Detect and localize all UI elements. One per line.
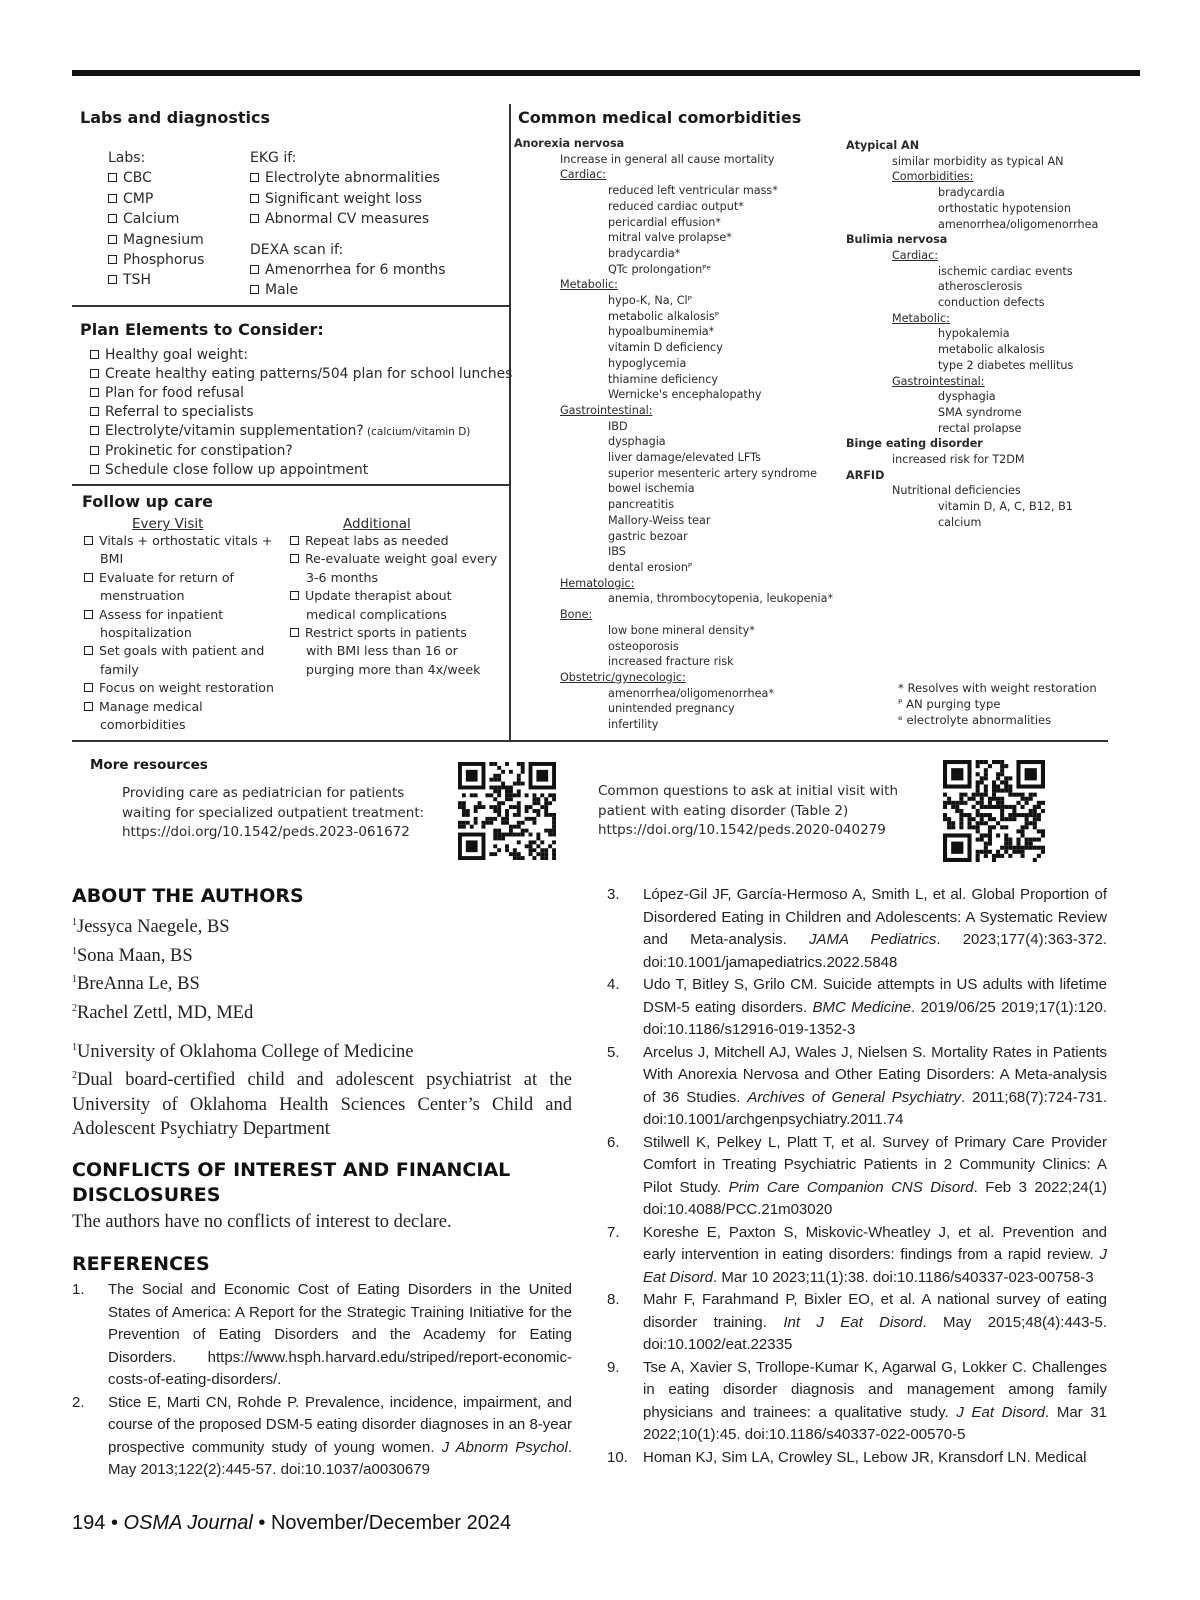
category-label: Metabolic:	[892, 311, 950, 325]
every-visit-item-cont	[84, 716, 274, 734]
atypical-an-title: Atypical AN	[846, 139, 920, 152]
additional-list	[290, 532, 497, 679]
journal-name: OSMA Journal	[123, 1512, 253, 1534]
ekg-item-label: Significant weight loss	[265, 190, 423, 207]
additional-item-cont	[290, 606, 497, 624]
lab-item-label: Magnesium	[123, 231, 204, 248]
reference-number: 1.	[72, 1281, 85, 1299]
reference-text: Stice E, Marti CN, Rohde P. Prevalence, incidence, impairment, and course of the proposed DSM-5 eating disorder diagnoses in an 8-year prospective community study of young women.	[108, 1393, 572, 1456]
every-visit-list	[84, 532, 274, 734]
category-label: Bone:	[560, 608, 593, 622]
checkbox-icon[interactable]	[250, 173, 259, 182]
category-label: Cardiac:	[892, 248, 939, 262]
comorbidity-item: conduction defects	[938, 296, 1045, 310]
reference-number: 6.	[607, 1133, 620, 1151]
plan-item-label: Prokinetic for constipation?	[105, 443, 293, 459]
reference-tail: . Mar 31 2022;10(1):45. doi:10.1186/s40337-022-00570-5	[643, 1403, 1107, 1443]
comorbidity-item: hypoalbuminemia*	[608, 325, 715, 339]
plan-item-label: Schedule close follow up appointment	[105, 462, 369, 478]
checkbox-icon[interactable]	[84, 573, 93, 582]
every-visit-item-text: Focus on weight restoration	[99, 680, 274, 696]
dexa-item-label: Amenorrhea for 6 months	[265, 262, 446, 279]
checkbox-icon[interactable]	[290, 591, 299, 600]
additional-item-text: medical complications	[306, 606, 447, 622]
additional-item	[290, 624, 497, 642]
resources-title: More resources	[90, 757, 208, 773]
ekg-list	[250, 148, 446, 301]
resource-right-text	[598, 782, 898, 841]
every-visit-item-text: Assess for inpatient	[99, 606, 224, 622]
additional-item-text: Repeat labs as needed	[305, 533, 449, 548]
comorbidity-item: atherosclerosis	[938, 280, 1023, 294]
every-visit-item-cont	[84, 661, 274, 679]
additional-item-text: Update therapist about	[305, 588, 452, 604]
author	[72, 911, 572, 940]
plan-item	[90, 442, 512, 461]
reference-item	[607, 1222, 1107, 1290]
additional-item-text: with BMI less than 16 or	[306, 643, 458, 659]
reference-tail: . 2019/06/25 2019;17(1):120. doi:10.1186/s12916-019-1352-3	[643, 998, 1108, 1038]
footer-separator: •	[110, 1512, 118, 1534]
every-visit-item-text: Set goals with patient and	[99, 643, 265, 659]
article-left-column	[72, 884, 572, 1482]
qr-code-icon[interactable]	[458, 762, 556, 860]
comorbidity-item: calcium	[938, 515, 982, 529]
checkbox-icon[interactable]	[84, 536, 93, 545]
author	[72, 940, 572, 969]
figure-divider-bottom	[72, 740, 1108, 742]
reference-journal: Archives of General Psychiatry	[747, 1088, 961, 1106]
every-visit-item	[84, 606, 274, 624]
comorbidity-item: dysphagia	[938, 390, 996, 404]
comorbidity-item: reduced left ventricular mass*	[608, 184, 778, 198]
plan-item	[90, 422, 512, 442]
reference-number: 8.	[607, 1291, 620, 1308]
checkbox-icon[interactable]	[84, 702, 93, 711]
ekg-item-label: Abnormal CV measures	[265, 211, 430, 228]
every-visit-item-cont	[84, 624, 274, 642]
ekg-item	[250, 168, 446, 188]
author-name: Rachel Zettl, MD, MEd	[77, 1003, 254, 1024]
every-visit-item-text: family	[100, 661, 139, 677]
reference-tail: . May 2013;122(2):445-57. doi:10.1037/a0030679	[108, 1438, 572, 1479]
reference-text: Mahr F, Farahmand P, Bixler EO, et al. A national survey of eating disorder training.	[643, 1291, 1107, 1331]
reference-text: Homan KJ, Sim LA, Crowley SL, Lebow JR, Kransdorf LN. Medical	[643, 1448, 1087, 1466]
reference-item	[607, 884, 1107, 974]
lab-item	[108, 168, 204, 188]
lab-item	[108, 270, 204, 290]
comorbidity-item: increased fracture risk	[608, 655, 734, 669]
every-visit-item-text: menstruation	[100, 588, 185, 604]
references-heading: REFERENCES	[72, 1253, 210, 1276]
reference-item	[607, 1447, 1107, 1470]
category-label: Obstetric/gynecologic:	[560, 670, 686, 684]
checkbox-icon[interactable]	[84, 683, 93, 692]
page-footer	[72, 1512, 511, 1535]
reference-tail: . 2023;177(4):363-372. doi:10.1001/jamapediatrics.2022.5848	[643, 931, 1107, 971]
checkbox-icon[interactable]	[90, 465, 99, 474]
category-label: Comorbidities:	[892, 170, 974, 184]
plan-item-label: Create healthy eating patterns/504 plan for school lunches	[105, 366, 513, 382]
every-visit-item-text: Vitals + orthostatic vitals +	[99, 533, 273, 548]
comorbidity-item: dental erosionᴾ	[608, 560, 693, 574]
reference-journal: Int J Eat Disord	[783, 1313, 923, 1331]
reference-text: Koreshe E, Paxton S, Miskovic-Wheatley J, et al. Prevention and early intervention in eating disorders: findings from a rapid review.	[643, 1223, 1107, 1263]
lab-item	[108, 189, 204, 209]
resource-line: Providing care as pediatrician for patients	[122, 785, 405, 801]
comorbidity-item: hypo-K, Na, Clᴾ	[608, 294, 692, 308]
labs-title: Labs and diagnostics	[80, 108, 270, 127]
additional-item-text: Re-evaluate weight goal every	[305, 551, 498, 567]
comorbidity-item: SMA syndrome	[938, 405, 1022, 419]
legend-item: ᴾ AN purging type	[898, 697, 1001, 711]
ekg-item	[250, 189, 446, 209]
affiliations	[72, 1036, 572, 1142]
every-visit-label: Every Visit	[132, 516, 204, 532]
checkbox-icon[interactable]	[90, 388, 99, 397]
checkbox-icon[interactable]	[108, 173, 117, 182]
labs-list	[108, 148, 204, 291]
arfid-title: ARFID	[846, 468, 885, 482]
comorbidity-item: amenorrhea/oligomenorrhea*	[608, 686, 774, 700]
comorbidity-item: vitamin D, A, C, B12, B1	[938, 500, 1073, 514]
author-sup: 1	[72, 974, 77, 986]
comorbidity-item: pericardial effusion*	[608, 215, 721, 229]
reference-number: 9.	[607, 1358, 620, 1376]
reference-number: 3.	[607, 886, 620, 903]
reference-journal: JAMA Pediatrics	[808, 931, 937, 948]
reference-text: López-Gil JF, García-Hermoso A, Smith L, et al. Global Proportion of Disordered Eating in Children and Adolescents: A Systematic Review and Meta-analysis.	[643, 886, 1107, 948]
additional-item	[290, 587, 497, 605]
author	[72, 997, 572, 1026]
lab-item-label: TSH	[123, 272, 151, 289]
reference-tail: . 2011;68(7):724-731. doi:10.1001/archgenpsychiatry.2011.74	[643, 1088, 1107, 1128]
anorexia-column	[514, 136, 833, 733]
ekg-item	[250, 209, 446, 229]
footer-separator: •	[258, 1512, 266, 1534]
figure-divider-labs	[72, 305, 509, 307]
figure-divider-plan	[72, 484, 509, 486]
comorbidity-item: IBD	[608, 419, 628, 433]
comorbidity-item: orthostatic hypotension	[938, 201, 1071, 215]
every-visit-item	[84, 679, 274, 697]
reference-journal: J Eat Disord	[956, 1403, 1045, 1421]
resource-left-text	[122, 784, 424, 843]
comorbidity-item: hypoglycemia	[608, 356, 687, 370]
comorbidity-item: unintended pregnancy	[608, 702, 735, 716]
comorbidity-item: low bone mineral density*	[608, 623, 755, 637]
reference-journal: BMC Medicine	[812, 998, 912, 1016]
reference-item	[72, 1279, 572, 1392]
supplement-note: (calcium/vitamin D)	[363, 426, 471, 438]
comorbidity-item: metabolic alkalosisᴾ	[608, 309, 719, 323]
every-visit-item	[84, 569, 274, 587]
plan-item-label: Healthy goal weight:	[105, 347, 248, 363]
comorbidity-item: liver damage/elevated LFTs	[608, 451, 761, 465]
coi-text: The authors have no conflicts of interest to declare.	[72, 1211, 452, 1232]
checkbox-icon[interactable]	[250, 214, 259, 223]
comorbidity-item: mitral valve prolapse*	[608, 231, 732, 245]
reference-text: The Social and Economic Cost of Eating Disorders in the United States of America: A Report for the Strategic Training Initiative for the Prevention of Eating Disorders and the Academy for Eating Disorders. https://www.hsph.harvard.edu/striped/report-economic-costs-of-eating-disorders/.	[108, 1281, 572, 1389]
reference-item	[607, 1289, 1107, 1357]
bed-title: Binge eating disorder	[846, 437, 983, 451]
reference-item	[72, 1392, 572, 1482]
comorbidity-item: gastric bezoar	[608, 529, 688, 543]
legend	[898, 680, 1097, 728]
category-label: Hematologic:	[560, 576, 635, 590]
labs-label: Labs:	[108, 150, 146, 166]
reference-journal: J Abnorm Psychol	[441, 1438, 568, 1456]
additional-item-cont	[290, 642, 497, 660]
resource-line: patient with eating disorder (Table 2)	[598, 802, 849, 819]
other-disorders-column	[846, 138, 1098, 531]
plan-list	[90, 346, 512, 480]
author-name: Jessyca Naegele, BS	[77, 917, 230, 938]
resource-line: Common questions to ask at initial visit with	[598, 783, 899, 799]
reference-text: Stilwell K, Pelkey L, Platt T, et al. Survey of Primary Care Provider Comfort in Treating Psychiatric Patients in 2 Community Clinics: A Pilot Study.	[643, 1133, 1107, 1196]
bed-line: increased risk for T2DM	[892, 453, 1025, 467]
plan-item-label: Plan for food refusal	[105, 385, 244, 401]
plan-item-label: Referral to specialists	[105, 404, 254, 420]
comorbidity-item: type 2 diabetes mellitus	[938, 358, 1074, 372]
checkbox-icon[interactable]	[108, 194, 117, 203]
checkbox-icon[interactable]	[250, 194, 259, 203]
comorbidity-item: Wernicke's encephalopathy	[608, 388, 762, 402]
every-visit-item-text: Evaluate for return of	[99, 569, 234, 585]
atypical-an-line: similar morbidity as typical AN	[892, 154, 1064, 168]
checkbox-icon[interactable]	[108, 235, 117, 244]
followup-title: Follow up care	[82, 492, 214, 511]
checkbox-icon[interactable]	[250, 285, 259, 294]
comorbidity-item: hypokalemia	[938, 327, 1010, 341]
additional-item	[290, 550, 497, 568]
plan-item	[90, 365, 512, 384]
checkbox-icon[interactable]	[90, 426, 99, 435]
every-visit-item-text: Manage medical	[99, 698, 203, 714]
comorbidity-item: superior mesenteric artery syndrome	[608, 466, 818, 480]
category-label: Cardiac:	[560, 168, 607, 182]
reference-number: 5.	[607, 1043, 620, 1061]
references-left	[72, 1279, 572, 1482]
reference-tail: . Feb 3 2022;24(1) doi:10.4088/PCC.21m03020	[643, 1178, 1107, 1218]
every-visit-item	[84, 532, 274, 550]
author-list	[72, 911, 572, 1026]
comorbidity-item: bradycardia	[938, 186, 1005, 200]
lab-item	[108, 209, 204, 229]
author-name: BreAnna Le, BS	[77, 974, 200, 995]
comorbidity-item: amenorrhea/oligomenorrhea	[938, 217, 1099, 231]
reference-number: 10.	[607, 1448, 628, 1466]
category-label: Nutritional deficiencies	[892, 484, 1021, 498]
checkbox-icon[interactable]	[290, 554, 299, 563]
reference-text: Tse A, Xavier S, Trollope-Kumar K, Agarwal G, Lokker C. Challenges in eating disorder diagnosis and management among family physicians and trainees: a qualitative study.	[643, 1358, 1107, 1421]
comorbidity-item: rectal prolapse	[938, 421, 1022, 435]
lab-item-label: CMP	[123, 190, 154, 207]
comorbidity-item: anemia, thrombocytopenia, leukopenia*	[608, 592, 834, 606]
lab-item-label: CBC	[123, 170, 152, 187]
plan-item	[90, 403, 512, 422]
comorbidity-item: pancreatitis	[608, 498, 675, 512]
checkbox-icon[interactable]	[90, 407, 99, 416]
checkbox-icon[interactable]	[90, 446, 99, 455]
comorbidity-item: IBS	[608, 545, 626, 559]
comorbidity-item: infertility	[608, 718, 659, 732]
comorbidity-item: ischemic cardiac events	[938, 264, 1073, 278]
references-right	[607, 884, 1107, 1469]
checkbox-icon[interactable]	[84, 610, 93, 619]
author-sup: 2	[72, 1002, 77, 1014]
comorbidity-item: bowel ischemia	[608, 482, 695, 496]
category-label: Gastrointestinal:	[892, 374, 985, 388]
legend-item: ᵉ electrolyte abnormalities	[898, 713, 1052, 727]
plan-title: Plan Elements to Consider:	[80, 320, 324, 339]
reference-item	[607, 974, 1107, 1042]
reference-journal: Prim Care Companion CNS Disord	[728, 1178, 974, 1196]
anorexia-mortality: Increase in general all cause mortality	[560, 152, 775, 166]
plan-item	[90, 346, 512, 365]
additional-item-cont	[290, 661, 497, 679]
page-number: 194	[72, 1512, 106, 1534]
reference-item	[607, 1357, 1107, 1447]
checkbox-icon[interactable]	[90, 369, 99, 378]
comorbidity-item: Mallory-Weiss tear	[608, 513, 711, 527]
category-label: Metabolic:	[560, 278, 618, 292]
dexa-label: DEXA scan if:	[250, 241, 344, 258]
comorbidity-item: dysphagia	[608, 435, 666, 449]
additional-label: Additional	[343, 516, 411, 532]
comorbidity-item: bradycardia*	[608, 246, 681, 260]
about-heading: ABOUT THE AUTHORS	[72, 885, 304, 907]
every-visit-item-text: comorbidities	[100, 717, 186, 733]
issue-date: November/December 2024	[270, 1512, 512, 1534]
every-visit-item-text: BMI	[100, 551, 124, 567]
ekg-item-label: Electrolyte abnormalities	[265, 170, 440, 187]
reference-journal: J Eat Disord	[643, 1246, 1107, 1286]
resource-line: waiting for specialized outpatient treatment:	[122, 804, 425, 821]
lab-item	[108, 250, 204, 270]
affiliation-1: $^1$University of Oklahoma College of Medicine	[72, 1041, 414, 1062]
comorbidity-item: vitamin D deficiency	[608, 341, 723, 355]
author-sup: 1	[72, 945, 77, 957]
comorbidity-item: reduced cardiac output*	[608, 199, 744, 213]
affiliation-2: $^2$Dual board-certified child and adolescent psychiatrist at the University of Oklahoma Health Sciences Center’s Child and Adolescent Psychiatry Department	[72, 1070, 572, 1140]
lab-item-label: Phosphorus	[123, 252, 205, 269]
every-visit-item-cont	[84, 587, 274, 605]
checkbox-icon[interactable]	[84, 646, 93, 655]
reference-number: 4.	[607, 976, 620, 993]
additional-item-text: Restrict sports in patients	[305, 625, 467, 641]
checkbox-icon[interactable]	[90, 350, 99, 359]
category-label: Gastrointestinal:	[560, 403, 653, 417]
qr-code-icon[interactable]	[943, 760, 1045, 862]
reference-tail: . May 2015;48(4):443-5. doi:10.1002/eat.22335	[643, 1313, 1107, 1353]
additional-item-text: purging more than 4x/week	[306, 661, 481, 677]
author	[72, 968, 572, 997]
resource-line: https://doi.org/10.1542/peds.2023-061672	[122, 824, 410, 840]
lab-item-label: Calcium	[123, 211, 180, 228]
every-visit-item	[84, 698, 274, 716]
every-visit-item	[84, 642, 274, 660]
reference-item	[607, 1042, 1107, 1132]
checkbox-icon[interactable]	[290, 628, 299, 637]
ekg-label: EKG if:	[250, 150, 297, 166]
plan-item-label: Electrolyte/vitamin supplementation?	[105, 423, 364, 439]
reference-text: Arcelus J, Mitchell AJ, Wales J, Nielsen S. Mortality Rates in Patients With Anorexia Nervosa and Other Eating Disorders: A Meta-analysis of 36 Studies.	[643, 1043, 1107, 1106]
every-visit-item-text: hospitalization	[100, 625, 192, 641]
lab-item	[108, 230, 204, 250]
additional-item-text: 3-6 months	[306, 569, 379, 585]
comorbidity-item: thiamine deficiency	[608, 372, 719, 386]
reference-item	[607, 1132, 1107, 1222]
comorbidity-item: osteoporosis	[608, 639, 679, 653]
bulimia-title: Bulimia nervosa	[846, 233, 948, 247]
reference-text: Udo T, Bitley S, Grilo CM. Suicide attempts in US adults with lifetime DSM-5 eating disorders.	[643, 976, 1107, 1016]
legend-item: * Resolves with weight restoration	[898, 681, 1097, 695]
additional-item	[290, 532, 497, 550]
top-rule	[72, 70, 1140, 76]
plan-item	[90, 461, 512, 480]
checkbox-icon[interactable]	[108, 255, 117, 264]
checkbox-icon[interactable]	[250, 265, 259, 274]
plan-item	[90, 384, 512, 403]
comorbidities-title: Common medical comorbidities	[518, 108, 802, 127]
dexa-item	[250, 280, 446, 300]
additional-item-cont	[290, 569, 497, 587]
every-visit-item-cont	[84, 550, 274, 568]
resource-line: https://doi.org/10.1542/peds.2020-040279	[598, 822, 886, 838]
checkbox-icon[interactable]	[290, 536, 299, 545]
anorexia-title: Anorexia nervosa	[514, 137, 625, 150]
comorbidity-item: QTc prolongationᴾᵉ	[608, 262, 712, 276]
author-sup: 1	[72, 917, 77, 928]
comorbidity-item: metabolic alkalosis	[938, 343, 1045, 357]
dexa-item	[250, 260, 446, 280]
reference-tail: . Mar 10 2023;11(1):38. doi:10.1186/s40337-023-00758-3	[713, 1268, 1094, 1286]
reference-number: 2.	[72, 1393, 85, 1411]
checkbox-icon[interactable]	[108, 275, 117, 284]
coi-heading: CONFLICTS OF INTEREST AND FINANCIAL DISCLOSURES	[72, 1158, 511, 1206]
dexa-item-label: Male	[265, 282, 299, 299]
author-name: Sona Maan, BS	[77, 945, 193, 966]
reference-number: 7.	[607, 1223, 620, 1241]
checkbox-icon[interactable]	[108, 214, 117, 223]
